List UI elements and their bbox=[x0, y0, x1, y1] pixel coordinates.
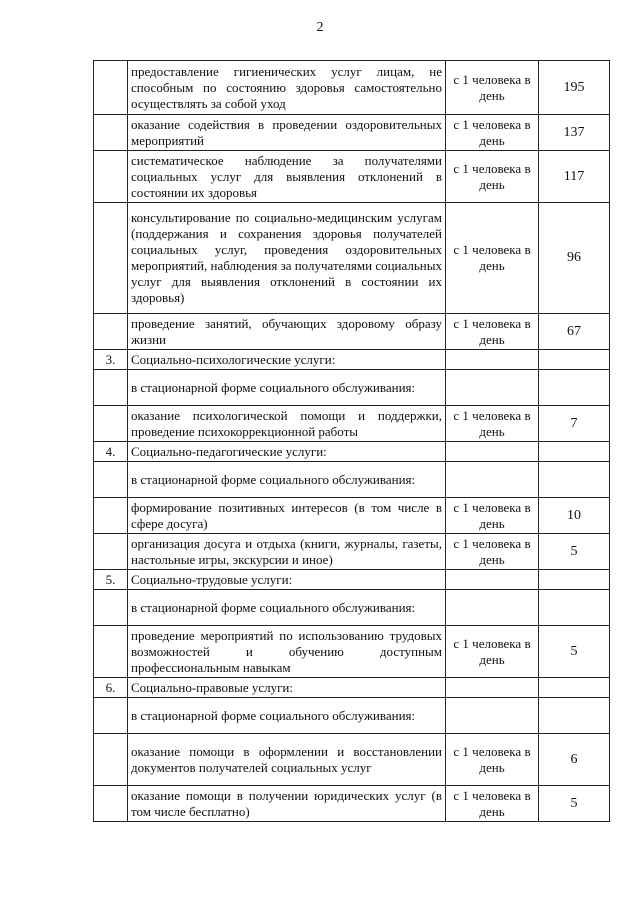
row-number bbox=[94, 698, 128, 734]
table-row bbox=[94, 698, 610, 734]
service-value: 67 bbox=[539, 314, 610, 350]
service-description: организация досуга и отдыха (книги, журналы, газеты, настольные игры, экскурсии и иное) bbox=[128, 534, 446, 570]
service-unit: с 1 человека в день bbox=[446, 406, 539, 442]
row-number bbox=[94, 370, 128, 406]
service-value bbox=[539, 698, 610, 734]
service-description: консультирование по социально-медицинским услугам (поддержания и сохранения здоровья получателей социальных услуг, проведения оздоровительных мероприятий, наблюдения за получателями социальных услуг для выявления отклонений в состоянии их здоровья) bbox=[128, 203, 446, 314]
row-number bbox=[94, 115, 128, 151]
service-unit: с 1 человека в день bbox=[446, 626, 539, 678]
service-unit bbox=[446, 590, 539, 626]
row-number: 6. bbox=[94, 678, 128, 698]
service-unit: с 1 человека в день bbox=[446, 115, 539, 151]
service-unit: с 1 человека в день bbox=[446, 534, 539, 570]
service-value: 195 bbox=[539, 61, 610, 115]
table-row bbox=[94, 570, 610, 590]
table-row bbox=[94, 786, 610, 822]
service-value: 137 bbox=[539, 115, 610, 151]
table-row bbox=[94, 151, 610, 203]
section-title: Социально-психологические услуги: bbox=[128, 350, 446, 370]
service-value bbox=[539, 570, 610, 590]
service-description: оказание психологической помощи и поддержки, проведение психокоррекционной работы bbox=[128, 406, 446, 442]
page-number: 2 bbox=[316, 20, 324, 35]
service-value: 5 bbox=[539, 786, 610, 822]
row-number bbox=[94, 61, 128, 115]
service-unit: с 1 человека в день bbox=[446, 786, 539, 822]
service-unit: с 1 человека в день bbox=[446, 203, 539, 314]
service-value: 6 bbox=[539, 734, 610, 786]
table-row bbox=[94, 534, 610, 570]
service-value bbox=[539, 442, 610, 462]
table-row bbox=[94, 370, 610, 406]
row-number bbox=[94, 626, 128, 678]
service-unit bbox=[446, 442, 539, 462]
row-number: 5. bbox=[94, 570, 128, 590]
service-description: оказание содействия в проведении оздоровительных мероприятий bbox=[128, 115, 446, 151]
row-number bbox=[94, 203, 128, 314]
service-description: проведение мероприятий по использованию трудовых возможностей и обучению доступным профессиональным навыкам bbox=[128, 626, 446, 678]
service-value bbox=[539, 462, 610, 498]
row-number bbox=[94, 406, 128, 442]
service-value: 5 bbox=[539, 534, 610, 570]
service-value: 117 bbox=[539, 151, 610, 203]
service-value bbox=[539, 370, 610, 406]
table-row bbox=[94, 626, 610, 678]
row-number bbox=[94, 534, 128, 570]
row-number bbox=[94, 151, 128, 203]
service-unit bbox=[446, 370, 539, 406]
service-value bbox=[539, 678, 610, 698]
service-unit bbox=[446, 678, 539, 698]
row-number bbox=[94, 314, 128, 350]
service-description: систематическое наблюдение за получателями социальных услуг для выявления отклонений в состоянии их здоровья bbox=[128, 151, 446, 203]
service-unit: с 1 человека в день bbox=[446, 314, 539, 350]
service-value: 96 bbox=[539, 203, 610, 314]
row-number bbox=[94, 786, 128, 822]
service-form: в стационарной форме социального обслуживания: bbox=[128, 370, 446, 406]
table-row bbox=[94, 61, 610, 115]
service-description: проведение занятий, обучающих здоровому образу жизни bbox=[128, 314, 446, 350]
table-row bbox=[94, 462, 610, 498]
service-unit: с 1 человека в день bbox=[446, 498, 539, 534]
row-number bbox=[94, 590, 128, 626]
service-form: в стационарной форме социального обслуживания: bbox=[128, 462, 446, 498]
service-value bbox=[539, 590, 610, 626]
table-row bbox=[94, 115, 610, 151]
section-title: Социально-педагогические услуги: bbox=[128, 442, 446, 462]
table-row bbox=[94, 498, 610, 534]
table-row bbox=[94, 734, 610, 786]
table-row bbox=[94, 203, 610, 314]
services-table bbox=[93, 60, 610, 822]
table-row bbox=[94, 350, 610, 370]
table-row bbox=[94, 678, 610, 698]
service-description: формирование позитивных интересов (в том числе в сфере досуга) bbox=[128, 498, 446, 534]
row-number bbox=[94, 734, 128, 786]
table-row bbox=[94, 314, 610, 350]
service-form: в стационарной форме социального обслуживания: bbox=[128, 698, 446, 734]
service-value bbox=[539, 350, 610, 370]
row-number: 3. bbox=[94, 350, 128, 370]
service-value: 7 bbox=[539, 406, 610, 442]
service-description: оказание помощи в получении юридических услуг (в том числе бесплатно) bbox=[128, 786, 446, 822]
row-number bbox=[94, 462, 128, 498]
service-unit: с 1 человека в день bbox=[446, 734, 539, 786]
row-number bbox=[94, 498, 128, 534]
table-row bbox=[94, 590, 610, 626]
row-number: 4. bbox=[94, 442, 128, 462]
service-unit bbox=[446, 350, 539, 370]
service-unit: с 1 человека в день bbox=[446, 61, 539, 115]
service-value: 5 bbox=[539, 626, 610, 678]
service-description: предоставление гигиенических услуг лицам, не способным по состоянию здоровья самостоятельно осуществлять за собой уход bbox=[128, 61, 446, 115]
service-unit bbox=[446, 698, 539, 734]
table-row bbox=[94, 442, 610, 462]
service-unit bbox=[446, 570, 539, 590]
section-title: Социально-правовые услуги: bbox=[128, 678, 446, 698]
table-row bbox=[94, 406, 610, 442]
service-value: 10 bbox=[539, 498, 610, 534]
service-form: в стационарной форме социального обслуживания: bbox=[128, 590, 446, 626]
service-unit: с 1 человека в день bbox=[446, 151, 539, 203]
service-description: оказание помощи в оформлении и восстановлении документов получателей социальных услуг bbox=[128, 734, 446, 786]
service-unit bbox=[446, 462, 539, 498]
section-title: Социально-трудовые услуги: bbox=[128, 570, 446, 590]
